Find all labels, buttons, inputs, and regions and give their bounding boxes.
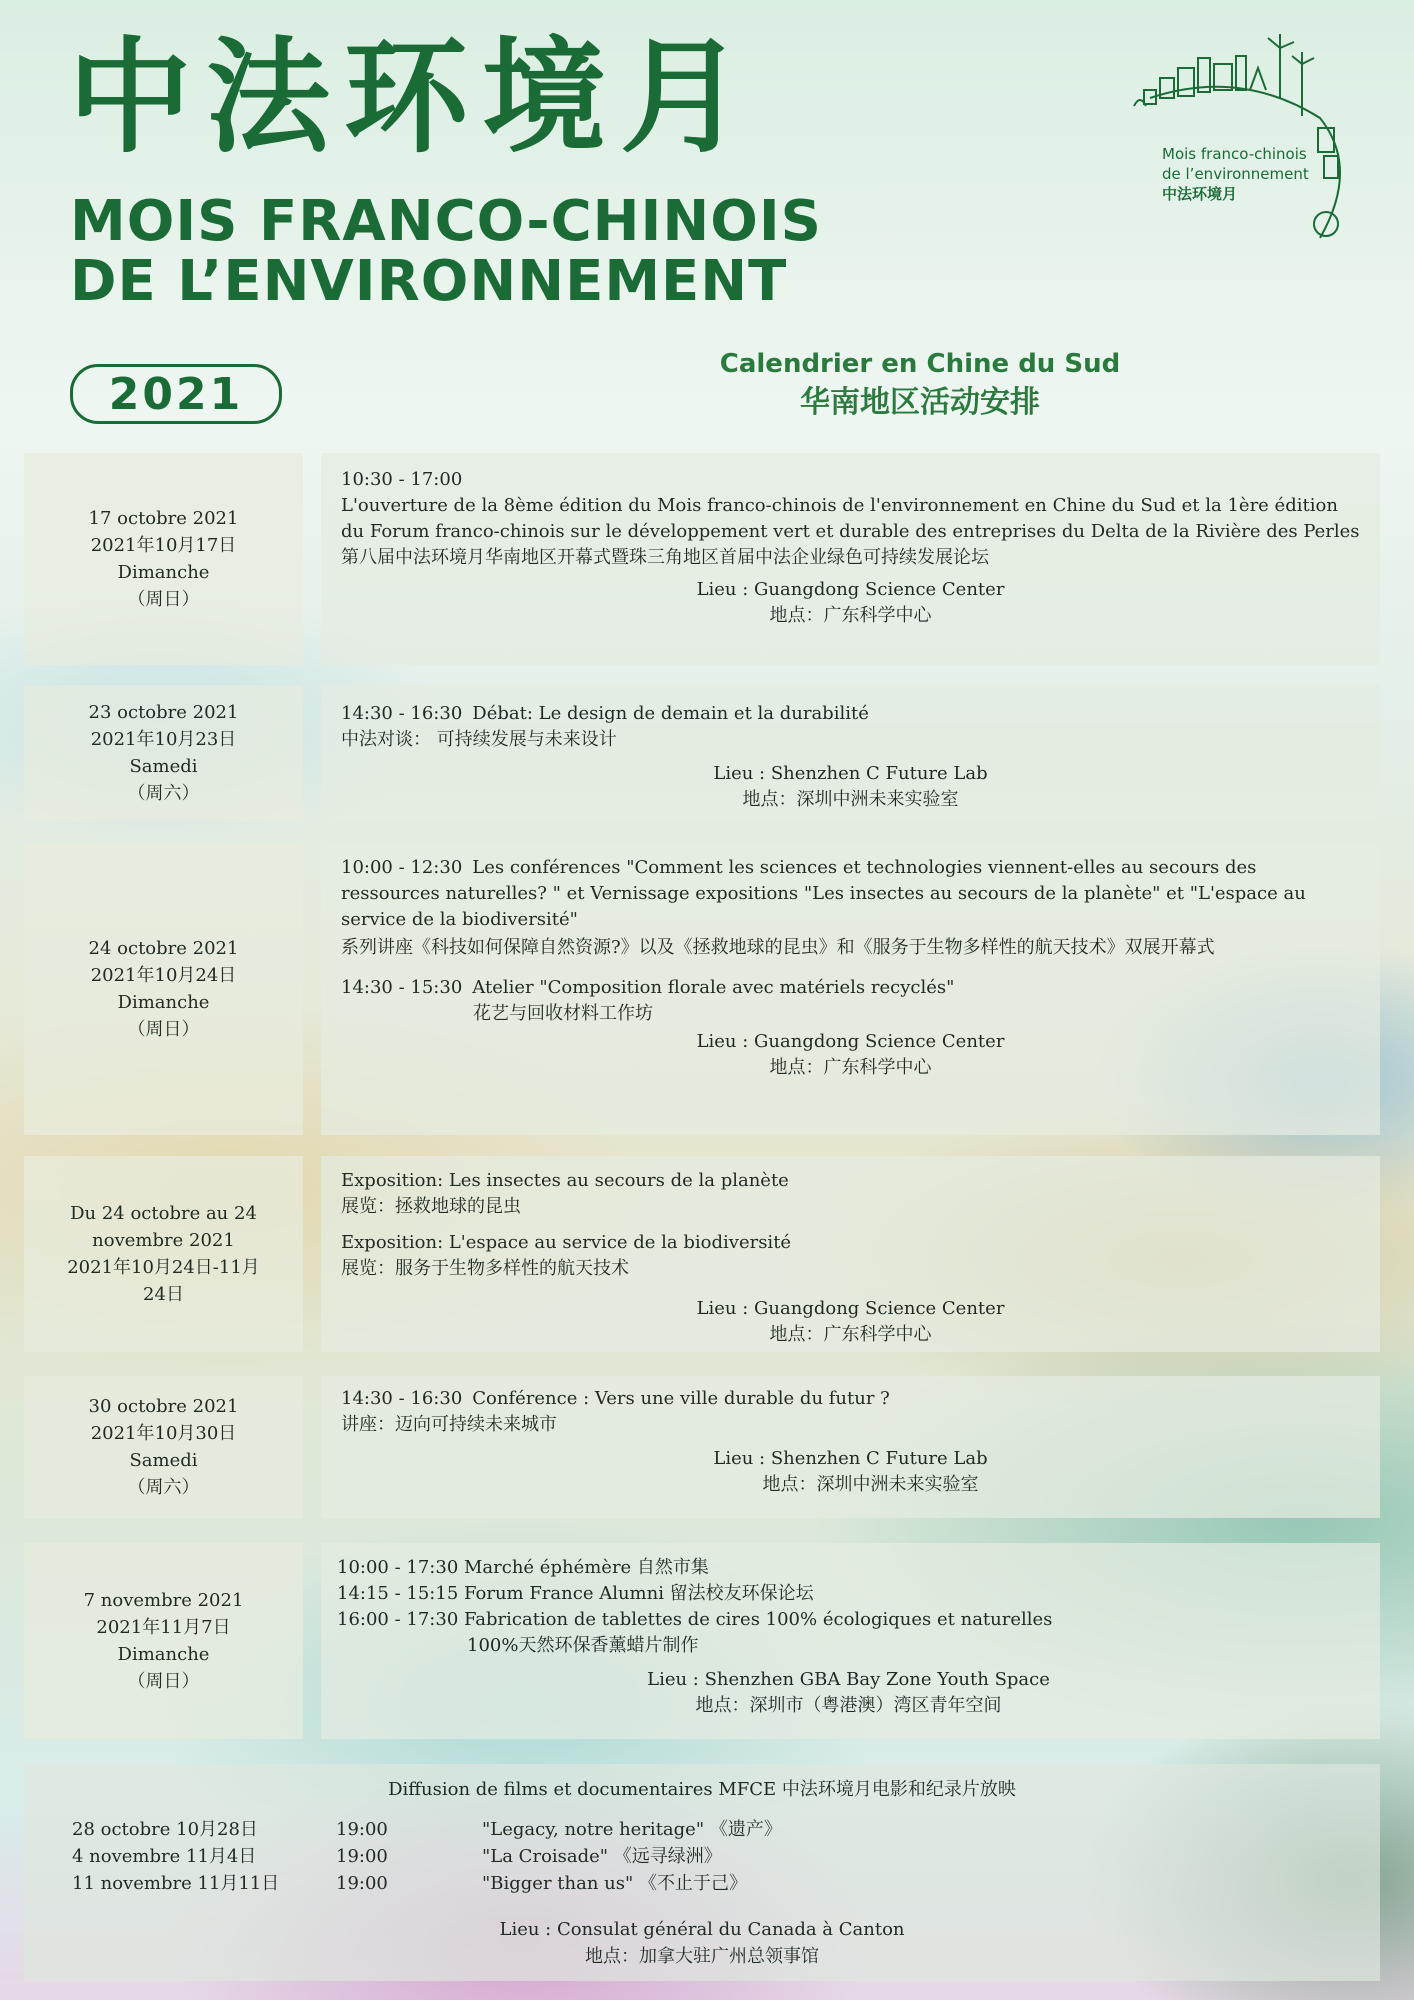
film-location — [24, 1916, 1380, 1970]
date-range-line4: 24日 — [143, 1284, 184, 1305]
film-location-french: Lieu : Consulat général du Canada à Canton — [499, 1919, 905, 1940]
logo-text-line3: 中法环境月 — [1162, 185, 1238, 203]
date-range-line1: Du 24 octobre au 24 — [70, 1203, 257, 1224]
event-time: 10:30 - 17:00 — [341, 469, 463, 490]
weekday-chinese: （周日） — [127, 1019, 200, 1040]
film-screenings-heading: Diffusion de films et documentaires MFCE 中法环境月电影和纪录片放映 — [388, 1779, 1016, 1800]
title-french — [70, 189, 823, 314]
calendar-title-french: Calendrier en Chine du Sud — [719, 349, 1121, 379]
weekday-chinese: （周六） — [127, 783, 200, 804]
schedule-item: 14:15 - 15:15 Forum France Alumni 留法校友环保论坛 — [337, 1583, 814, 1604]
exhibition-title-french: Exposition: Les insectes au secours de la planète — [341, 1170, 789, 1191]
weekday-french: Samedi — [129, 756, 198, 777]
event-location-chinese: 地点：深圳中洲未来实验室 — [762, 1474, 979, 1495]
film-title: "Legacy, notre heritage" 《遗产》 — [482, 1819, 782, 1840]
exhibition-title-chinese: 展览：服务于生物多样性的航天技术 — [341, 1258, 629, 1279]
date-range-line2: novembre 2021 — [92, 1230, 235, 1251]
film-time: 19:00 — [336, 1873, 388, 1894]
event-description-chinese: 中法对谈： 可持续发展与未来设计 — [341, 729, 617, 750]
event-details — [321, 685, 1380, 821]
date-chinese: 2021年10月30日 — [90, 1423, 237, 1444]
city-skyline-logo-icon — [1130, 28, 1360, 248]
calendar-title-chinese: 华南地区活动安排 — [800, 385, 1040, 420]
date-range-line3: 2021年10月24日-11月 — [67, 1257, 260, 1278]
film-date: 11 novembre 11月11日 — [72, 1873, 280, 1894]
event-location-french: Lieu : Guangdong Science Center — [696, 1298, 1005, 1319]
film-screenings — [24, 1764, 1380, 1981]
weekday-chinese: （周六） — [127, 1477, 200, 1498]
event-description-french: L'ouverture de la 8ème édition du Mois franco-chinois de l'environnement en Chine du Sud et la 1ère édition du Forum franco-chinois sur le développement vert et durable des entreprises du Delta de la Rivière des Perles — [341, 495, 1360, 542]
logo-text-line1: Mois franco-chinois — [1162, 145, 1307, 163]
event-location-french: Lieu : Shenzhen C Future Lab — [713, 763, 988, 784]
calendar-title — [700, 346, 1140, 424]
event-description-french: Les conférences "Comment les sciences et technologies viennent-elles au secours des ressources naturelles? " et Vernissage expositions "Les insectes au secours de la planète" et "L'espace au service de la biodiversité" — [341, 857, 1306, 930]
title-french-line1: MOIS FRANCO-CHINOIS — [70, 189, 823, 254]
event-description-chinese: 第八届中法环境月华南地区开幕式暨珠三角地区首届中法企业绿色可持续发展论坛 — [341, 547, 989, 568]
date-french: 23 octobre 2021 — [88, 702, 239, 723]
date-chinese: 2021年10月23日 — [90, 729, 237, 750]
weekday-chinese: （周日） — [127, 589, 200, 610]
date-french: 17 octobre 2021 — [88, 508, 239, 529]
film-title: "Bigger than us" 《不止于己》 — [482, 1873, 747, 1894]
event-time: 14:30 - 15:30 — [341, 977, 463, 998]
event-location-french: Lieu : Guangdong Science Center — [696, 579, 1005, 600]
film-row — [72, 1843, 972, 1870]
event-heading — [341, 1386, 1360, 1412]
event-row — [24, 1376, 1380, 1518]
event-description-chinese: 系列讲座《科技如何保障自然资源?》以及《拯救地球的昆虫》和《服务于生物多样性的航天技术》双展开幕式 — [341, 937, 1215, 958]
event-date — [24, 1543, 303, 1739]
weekday-french: Dimanche — [117, 1644, 210, 1665]
event-location-chinese: 地点：广东科学中心 — [769, 1057, 932, 1078]
film-date: 4 novembre 11月4日 — [72, 1846, 257, 1867]
session-one — [341, 855, 1360, 933]
title-french-line2: DE L’ENVIRONNEMENT — [70, 249, 788, 314]
schedule-item: 10:00 - 17:30 Marché éphémère 自然市集 — [337, 1557, 709, 1578]
event-description-chinese: 讲座：迈向可持续未来城市 — [341, 1414, 557, 1435]
event-details — [321, 1376, 1380, 1518]
weekday-french: Dimanche — [117, 992, 210, 1013]
title-chinese: 中法环境月 — [68, 26, 759, 170]
weekday-french: Samedi — [129, 1450, 198, 1471]
event-time: 14:30 - 16:30 — [341, 703, 463, 724]
event-row — [24, 453, 1380, 665]
event-time: 14:30 - 16:30 — [341, 1388, 463, 1409]
event-location-chinese: 地点：深圳市（粤港澳）湾区青年空间 — [695, 1695, 1002, 1716]
weekday-french: Dimanche — [117, 562, 210, 583]
schedule-item: 16:00 - 17:30 Fabrication de tablettes de cires 100% écologiques et naturelles — [337, 1609, 1053, 1630]
date-chinese: 2021年10月17日 — [90, 535, 237, 556]
event-location-french: Lieu : Shenzhen C Future Lab — [713, 1448, 988, 1469]
event-title-french: Conférence : Vers une ville durable du futur ? — [472, 1388, 890, 1409]
film-row — [72, 1816, 972, 1843]
event-details — [321, 1156, 1380, 1352]
film-time: 19:00 — [336, 1846, 388, 1867]
year-badge: 2021 — [70, 364, 282, 424]
event-details — [321, 453, 1380, 665]
film-time: 19:00 — [336, 1819, 388, 1840]
event-title-french: Débat: Le design de demain et la durabilité — [472, 703, 869, 724]
event-row — [24, 1156, 1380, 1352]
date-chinese: 2021年10月24日 — [90, 965, 237, 986]
event-date — [24, 685, 303, 821]
event-description-french: Atelier "Composition florale avec matériels recyclés" — [472, 977, 955, 998]
header — [0, 0, 1414, 430]
session-two — [341, 975, 1360, 1001]
event-row — [24, 685, 1380, 821]
film-title: "La Croisade" 《远寻绿洲》 — [482, 1846, 722, 1867]
event-location-chinese: 地点：广东科学中心 — [769, 605, 932, 626]
event-date — [24, 453, 303, 665]
date-french: 24 octobre 2021 — [88, 938, 239, 959]
event-date — [24, 843, 303, 1135]
event-details — [321, 843, 1380, 1135]
event-date — [24, 1156, 303, 1352]
event-heading — [341, 701, 1360, 727]
event-location-chinese: 地点：深圳中洲未来实验室 — [742, 789, 959, 810]
exhibition-title-french: Exposition: L'espace au service de la biodiversité — [341, 1232, 792, 1253]
weekday-chinese: （周日） — [127, 1671, 200, 1692]
event-date — [24, 1376, 303, 1518]
event-description-chinese: 花艺与回收材料工作坊 — [473, 1003, 653, 1024]
event-location-french: Lieu : Guangdong Science Center — [696, 1031, 1005, 1052]
logo-text-line2: de l’environnement — [1162, 165, 1309, 183]
film-location-chinese: 地点：加拿大驻广州总领事馆 — [585, 1946, 819, 1967]
event-row — [24, 843, 1380, 1135]
event-location-chinese: 地点：广东科学中心 — [769, 1324, 932, 1345]
event-row — [24, 1543, 1380, 1739]
logo-text — [1162, 144, 1309, 204]
date-french: 7 novembre 2021 — [83, 1590, 244, 1611]
exhibition-title-chinese: 展览：拯救地球的昆虫 — [341, 1196, 521, 1217]
date-french: 30 octobre 2021 — [88, 1396, 239, 1417]
event-time: 10:00 - 12:30 — [341, 857, 463, 878]
schedule-item-chinese: 100%天然环保香薰蜡片制作 — [467, 1635, 699, 1656]
film-date: 28 octobre 10月28日 — [72, 1819, 258, 1840]
event-details — [321, 1543, 1380, 1739]
date-chinese: 2021年11月7日 — [96, 1617, 231, 1638]
film-row — [72, 1870, 972, 1897]
event-location-french: Lieu : Shenzhen GBA Bay Zone Youth Space — [647, 1669, 1050, 1690]
